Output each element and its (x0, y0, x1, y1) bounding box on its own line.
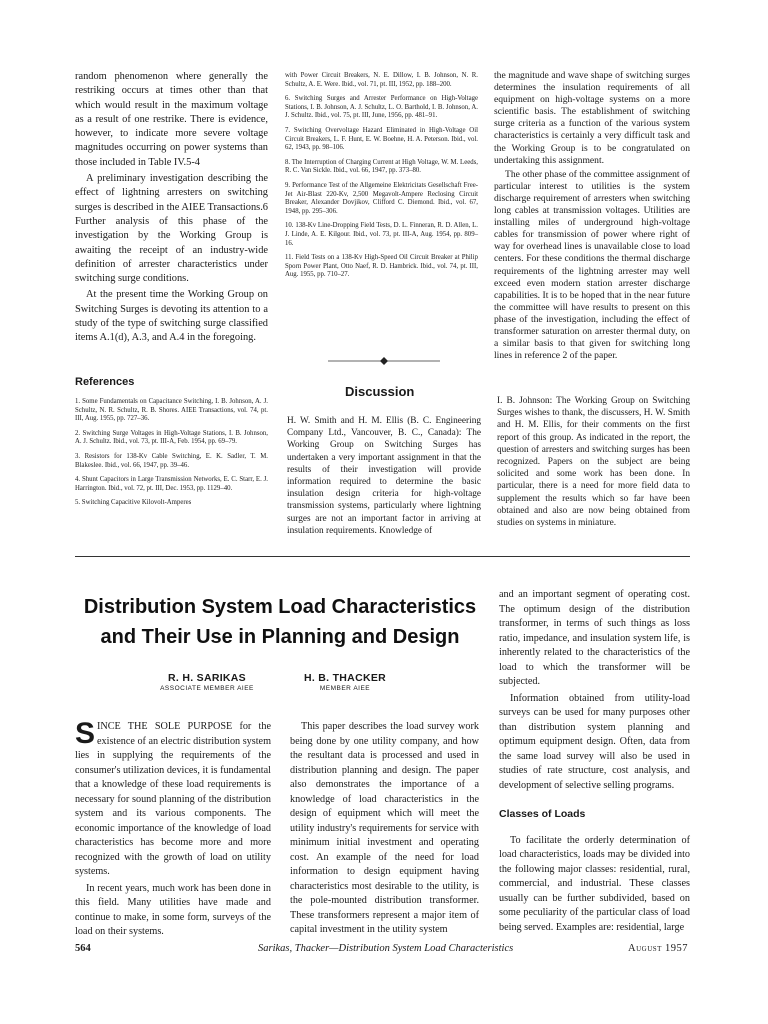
discussion-right-text (497, 395, 690, 529)
reference-item: 11. Field Tests on a 138-Kv High-Speed Oil Circuit Breaker at Philip Sporn Power Plant, Otto Naef, R. D. Hambrick. Ibid., vol. 74, pt. III, Aug. 1955, pp. 710–27. (285, 254, 478, 279)
author-name: H. B. THACKER (303, 672, 387, 684)
upper-reference-list (285, 72, 478, 286)
reference-item: 2. Switching Surge Voltages in High-Voltage Stations, I. B. Johnson, A. J. Schultz. Ibid., vol. 73, pt. III-A, Feb. 1954, pp. 69–79. (75, 429, 268, 446)
article-column-1 (75, 717, 271, 940)
paragraph: the magnitude and wave shape of switching surges determines the insulation requirements of all equipment on high-voltage systems on a more scientific basis. The establishment of switching surge criteria as a function of the various system characteristics is certainly a very difficult task and the Working Group is to be congratulated on undertaking this assignment. (494, 70, 690, 166)
author-block (132, 672, 282, 692)
discussion-heading: Discussion (345, 384, 415, 399)
author-role: ASSOCIATE MEMBER AIEE (160, 685, 254, 692)
author-name: R. H. SARIKAS (168, 672, 246, 684)
paragraph: This paper describes the load survey work being done by one utility company, and how the resultant data is processed and used in distribution planning and design. The paper also demonstrates the importance of a knowledge of load characteristics in the design of equipment which will meet the utility industry's requirements for service with minimum initial investment and operating cost. An example of the need for load information to design equipment having characteristics most desirable to the utility, is the pole-mounted distribution transformer. These transformers represent a major item of capital investment in the utility system (290, 721, 479, 935)
reference-item: 4. Shunt Capacitors in Large Transmission Networks, E. C. Starr, E. J. Harrington. Ibid., vol. 72, pt. III, Dec. 1953, pp. 1129–40. (75, 476, 268, 492)
paragraph: A preliminary investigation describing the effect of lightning arresters on switching surges is described in the AIEE Transactions.6 Further analysis of this phase of the investigation by the Working Group is awaiting the receipt of an industry-wide definition of arrester characteristics under switching surge conditions. (75, 173, 268, 285)
section-divider (75, 556, 690, 557)
paragraph: I. B. Johnson: The Working Group on Switching Surges wishes to thank, the discussers, H. W. Smith and H. M. Ellis, for their comments on the first report of this group. As indicated in the report, the question of arresters and switching surges has been recognized. Papers on the subject are being solicited and some work has been done. In particular, there is a need for more field data to supplement the results which so far have been obtained and also are now being obtained from studies on systems in miniature. (497, 396, 690, 529)
reference-item: 9. Performance Test of the Allgemeine Elektricitats Gesellschaft Free-Jet Air-Blast 220-Kv, 2,500 Megavolt-Ampere Reclosing Circuit Breaker, Alexander Dovjikov, Clifford C. Diemond. Ibid., vol. 67, 1948, pp. 295–306. (285, 181, 478, 215)
upper-column-1 (75, 70, 268, 346)
paragraph: and an important segment of operating cost. The optimum design of the distribution transformer, in terms of such things as loss ratio, impedance, and insulation system life, is inherently related to the characteristics of the load to which the transformer will be subjected. (499, 589, 690, 687)
article-column-2 (290, 720, 479, 938)
article-title (62, 592, 498, 652)
paragraph: At the present time the Working Group on Switching Surges is devoting its attention to a study of the type of switching surge classified items A.1(d), A.3, and A.4 in the foregoing. (75, 289, 268, 344)
article-column-3 (499, 588, 690, 935)
reference-item: 1. Some Fundamentals on Capacitance Switching, I. B. Johnson, A. J. Schultz, N. R. Schultz, R. B. Shores. AIEE Transactions, vol. 74, pt. III, Aug. 1955, pp. 727–36. (75, 398, 268, 423)
paragraph: In recent years, much work has been done in this field. Many utilities have made and continue to make, in some form, surveys of the load on their systems. (75, 882, 271, 937)
ornament-divider (328, 352, 440, 360)
author-role: MEMBER AIEE (319, 685, 371, 692)
discussion-left-text (287, 415, 481, 537)
article-title-line-2: and Their Use in Planning and Design (100, 626, 460, 648)
section-heading: Classes of Loads (499, 808, 586, 820)
references-list (75, 398, 268, 514)
reference-item: with Power Circuit Breakers, N. E. Dillow, I. B. Johnson, N. R. Schultz, A. E. Were. Ibid., vol. 71, pt. III, 1952, pp. 188–200. (285, 72, 478, 88)
paragraph-text: INCE THE SOLE PURPOSE for the existence of an electric distribution system lies in supplying the requirements of the consumer's utilization devices, it is fundamental that a knowledge of these load requirements is necessary for sound planning of the distribution system and its various components. The economic importance of the knowledge of load characteristics has become more and more recognized with the growth of load on utility systems. (75, 721, 271, 877)
paragraph: The other phase of the committee assignment of particular interest to utilities is the system discharge requirement of arresters when switching long cables at transmission voltages. Utilities are installing miles of underground high-voltage cables for transmission of power where right of way for overhead lines is unavailable close to load centers. For these conditions the thermal discharge requirements of the lightning arrester may well exceed even modern station arrester discharge capabilities. It is to be hoped that in the near future the committee will have results to present on this phase of the investigation, including the effect of transformer saturation on arrester thermal duty, on a similar basis to that given for switching long lines in reference 2 of the paper. (494, 168, 690, 362)
drop-cap: S (75, 717, 96, 750)
reference-item: 10. 138-Kv Line-Dropping Field Tests, D. L. Finneran, R. D. Allen, L. J. Linde, A. E. Kilgour. Ibid., vol. 73, pt. III-A, Aug. 1954, pp. 809–16. (285, 222, 478, 247)
running-title: Sarikas, Thacker—Distribution System Load Characteristics (258, 943, 514, 954)
article-title-line-1: Distribution System Load Characteristics (83, 596, 477, 618)
issue-date: August 1957 (628, 943, 689, 954)
references-heading: References (75, 376, 135, 388)
author-block (270, 672, 420, 692)
paragraph: H. W. Smith and H. M. Ellis (B. C. Engineering Company Ltd., Vancouver, B. C., Canada): The Working Group on Switching Surges has undertaken a very important assignment in that the results of their investigation will provide information required to determine the basic insulation design criteria for high-voltage transmission systems, particularly where lightning surges are not an important factor in arriving at insulation requirements. Knowledge of (287, 416, 481, 536)
paragraph: random phenomenon where generally the restriking occurs at times other than that which would result in the maximum voltage as a result of one restrike. There is evidence, however, to indicate more severe voltage magnitudes occurring on power systems than those included in Table IV.5-4 (75, 71, 268, 168)
paragraph: To facilitate the orderly determination of load characteristics, loads may be divided into the following major classes: residential, rural, commercial, and industrial. These classes usually can be further subdivided, based on some peculiarity of the particular class of load being served. Examples are: residential, large (499, 834, 690, 933)
reference-item: 5. Switching Capacitive Kilovolt-Amperes (75, 499, 192, 507)
reference-item: 6. Switching Surges and Arrester Performance on High-Voltage Stations, I. B. Johnson, A. J. Schultz, L. O. Barthold, I. B. Johnson, A. J. Schultz. Ibid., vol. 75, pt. III, June, 1956, pp. 481–91. (285, 95, 478, 120)
paragraph: Information obtained from utility-load surveys can be used for many purposes other than distribution system planning and optimum equipment design. Often, data from the same load survey will also be used in studies of rate structure, cost analysis, and development of selective selling programs. (499, 692, 690, 791)
reference-item: 8. The Interruption of Charging Current at High Voltage, W. M. Leeds, R. C. Van Sickle. Ibid., vol. 66, 1947, pp. 373–80. (285, 158, 478, 175)
page-number: 564 (75, 943, 91, 954)
reference-item: 3. Resistors for 138-Kv Cable Switching, E. K. Sadler, T. M. Blakeslee. Ibid., vol. 66, 1947, pp. 39–46. (75, 452, 268, 469)
reference-item: 7. Switching Overvoltage Hazard Eliminated in High-Voltage Oil Circuit Breakers, L. F. Hunt, E. W. Boehne, H. A. Peterson. Ibid., vol. 62, 1943, pp. 98–106. (285, 126, 478, 152)
upper-column-3 (494, 70, 690, 362)
paragraph (75, 717, 271, 880)
